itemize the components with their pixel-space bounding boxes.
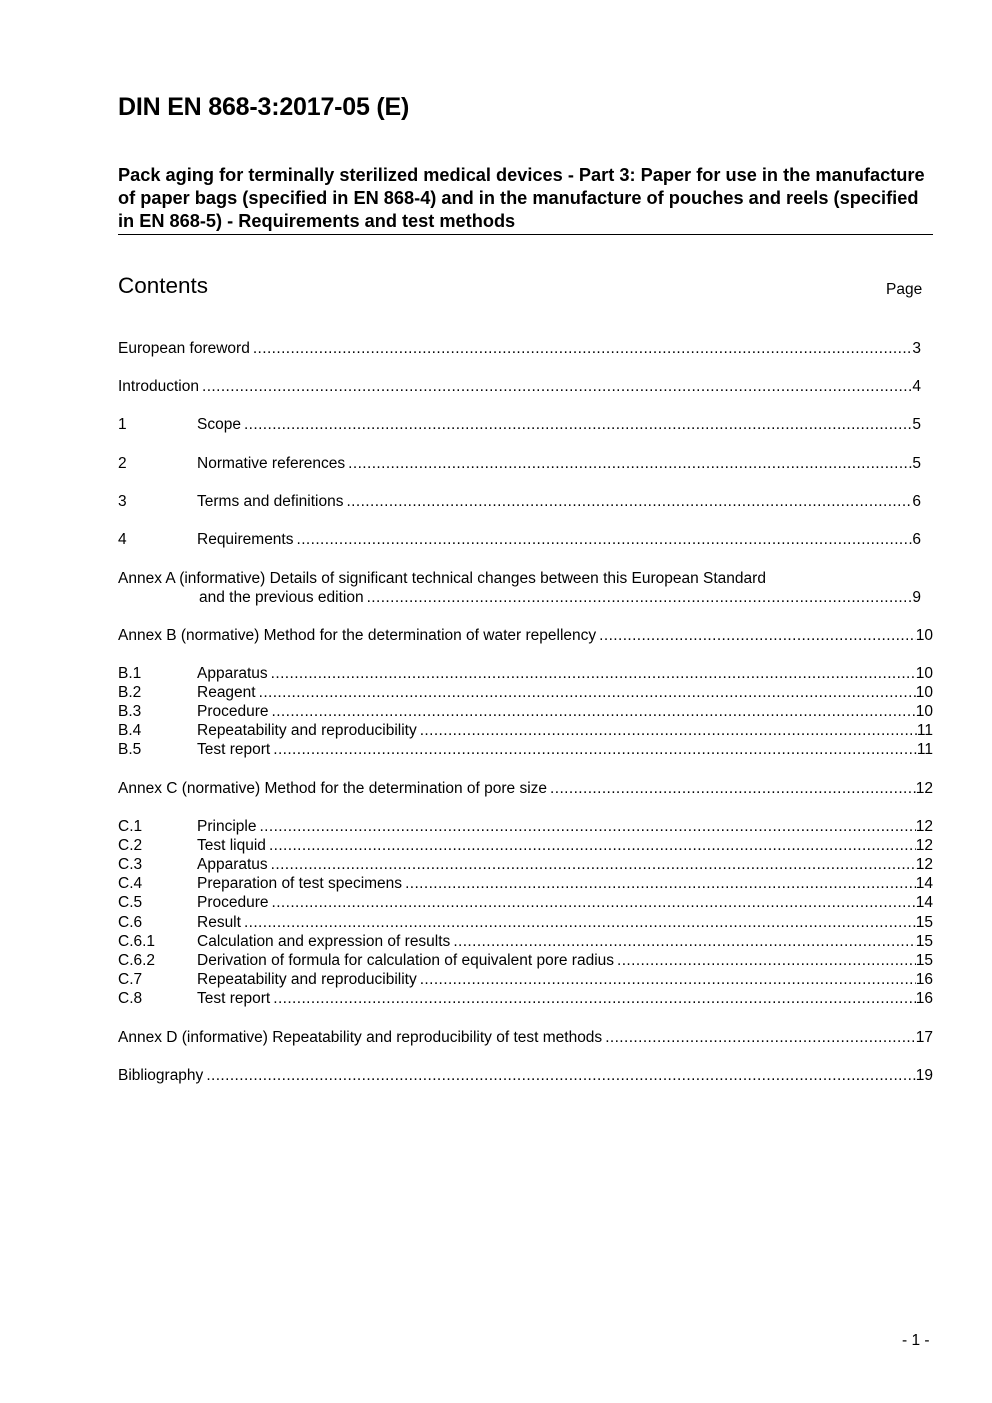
toc-entry-page: 14 — [915, 875, 933, 892]
toc-entry-title: Requirements — [197, 531, 294, 548]
toc-entry-number: C.6.1 — [118, 933, 156, 950]
toc-entry-title: European foreword — [118, 340, 250, 357]
toc-entry-number: 3 — [118, 493, 127, 510]
toc-entry-c7[interactable] — [118, 970, 933, 989]
toc-entry-c5[interactable] — [118, 893, 933, 912]
toc-entry-title: Reagent — [197, 684, 256, 701]
toc-entry-title: Annex A (informative) Details of significant technical changes between this European Standard — [118, 570, 766, 587]
toc-entry-number: C.6 — [118, 914, 143, 931]
dot-leader — [550, 779, 916, 798]
toc-entry-c6[interactable] — [118, 913, 933, 932]
toc-entry-number: C.6.2 — [118, 952, 156, 969]
toc-entry-page: 10 — [915, 703, 933, 720]
toc-entry-title: Introduction — [118, 378, 199, 395]
toc-entry-page: 15 — [915, 952, 933, 969]
toc-entry-page: 15 — [915, 914, 933, 931]
dot-leader — [244, 415, 912, 434]
toc-entry-annex-c[interactable] — [118, 779, 933, 798]
toc-entry-title: Test report — [197, 741, 271, 758]
dot-leader — [297, 530, 913, 549]
toc-entry-normative-references[interactable] — [118, 454, 921, 473]
toc-entry-c6-1[interactable] — [118, 932, 933, 951]
dot-leader — [206, 1066, 915, 1085]
toc-entry-number: 1 — [118, 416, 127, 433]
dot-leader — [617, 951, 916, 970]
dot-leader — [599, 626, 916, 645]
toc-entry-b2[interactable] — [118, 683, 933, 702]
dot-leader — [420, 970, 916, 989]
toc-entry-annex-d[interactable] — [118, 1028, 933, 1047]
toc-entry-annex-a[interactable] — [118, 569, 921, 588]
toc-entry-title: Result — [197, 914, 241, 931]
dot-leader — [348, 454, 912, 473]
toc-entry-european-foreword[interactable] — [118, 339, 921, 358]
dot-leader — [244, 913, 916, 932]
toc-entry-number: C.3 — [118, 856, 143, 873]
toc-entry-number: B.2 — [118, 684, 142, 701]
toc-entry-b5[interactable] — [118, 740, 933, 759]
dot-leader — [271, 855, 916, 874]
dot-leader — [259, 683, 916, 702]
toc-entry-number: C.5 — [118, 894, 143, 911]
toc-entry-requirements[interactable] — [118, 530, 921, 549]
toc-entry-number: B.4 — [118, 722, 142, 739]
toc-entry-c3[interactable] — [118, 855, 933, 874]
toc-entry-c8[interactable] — [118, 989, 933, 1008]
toc-entry-introduction[interactable] — [118, 377, 921, 396]
toc-entry-page: 10 — [915, 684, 933, 701]
dot-leader — [420, 721, 917, 740]
toc-entry-title: Principle — [197, 818, 257, 835]
dot-leader — [453, 932, 915, 951]
toc-entry-title: Test liquid — [197, 837, 266, 854]
toc-entry-title: Preparation of test specimens — [197, 875, 403, 892]
dot-leader — [346, 492, 912, 511]
toc-entry-title: Repeatability and reproducibility — [197, 722, 417, 739]
dot-leader — [272, 702, 916, 721]
toc-entry-page: 12 — [915, 837, 933, 854]
toc-entry-title: Procedure — [197, 703, 269, 720]
toc-entry-title: Terms and definitions — [197, 493, 344, 510]
toc-entry-page: 6 — [912, 493, 921, 510]
toc-entry-scope[interactable] — [118, 415, 921, 434]
dot-leader — [367, 588, 913, 607]
toc-entry-page: 12 — [915, 856, 933, 873]
toc-entry-page: 19 — [915, 1067, 933, 1084]
toc-entry-b3[interactable] — [118, 702, 933, 721]
toc-entry-terms-and-definitions[interactable] — [118, 492, 921, 511]
toc-entry-page: 3 — [912, 340, 921, 357]
toc-entry-number: B.1 — [118, 665, 142, 682]
dot-leader — [272, 893, 916, 912]
toc-entry-number: C.1 — [118, 818, 143, 835]
toc-entry-title: Apparatus — [197, 665, 268, 682]
toc-entry-number: C.7 — [118, 971, 143, 988]
toc-entry-number: C.2 — [118, 837, 143, 854]
toc-entry-title: Annex C (normative) Method for the determination of pore size — [118, 780, 548, 797]
toc-entry-title: Repeatability and reproducibility — [197, 971, 417, 988]
toc-entry-page: 11 — [916, 722, 933, 739]
toc-entry-title: Test report — [197, 990, 271, 1007]
toc-entry-annex-a-continuation[interactable] — [118, 588, 921, 607]
toc-entry-page: 14 — [915, 894, 933, 911]
toc-entry-title: Bibliography — [118, 1067, 204, 1084]
toc-entry-title: Annex B (normative) Method for the determination of water repellency — [118, 627, 597, 644]
toc-entry-number: B.5 — [118, 741, 142, 758]
document-title: Pack aging for terminally sterilized medical devices - Part 3: Paper for use in the manufacture of paper bags (specified in EN 868-4) and in the manufacture of pouches and reels (specified in EN 868-5) - Requirements and test methods — [118, 164, 933, 235]
dot-leader — [273, 740, 917, 759]
toc-entry-page: 12 — [915, 818, 933, 835]
toc-entry-page: 5 — [912, 455, 921, 472]
toc-entry-page: 9 — [912, 589, 921, 606]
dot-leader — [202, 377, 912, 396]
toc-entry-page: 5 — [912, 416, 921, 433]
footer-page-number: - 1 - — [902, 1332, 930, 1349]
toc-entry-number: C.8 — [118, 990, 143, 1007]
toc-entry-title: Procedure — [197, 894, 269, 911]
toc-entry-title: Scope — [197, 416, 241, 433]
toc-entry-page: 6 — [912, 531, 921, 548]
toc-entry-page: 15 — [915, 933, 933, 950]
toc-entry-number: C.4 — [118, 875, 143, 892]
toc-entry-title-continuation: and the previous edition — [199, 589, 364, 606]
document-id: DIN EN 868-3:2017-05 (E) — [118, 93, 410, 121]
toc-entry-b1[interactable] — [118, 664, 933, 683]
toc-entry-title: Apparatus — [197, 856, 268, 873]
toc-entry-number: B.3 — [118, 703, 142, 720]
toc-entry-title: Normative references — [197, 455, 346, 472]
toc-entry-c4[interactable] — [118, 874, 933, 893]
toc-entry-title: Derivation of formula for calculation of equivalent pore radius — [197, 952, 615, 969]
toc-entry-title: Calculation and expression of results — [197, 933, 451, 950]
toc-entry-c6-2[interactable] — [118, 951, 933, 970]
toc-entry-bibliography[interactable] — [118, 1066, 933, 1085]
dot-leader — [269, 836, 916, 855]
dot-leader — [605, 1028, 916, 1047]
toc-entry-page: 17 — [915, 1029, 933, 1046]
toc-entry-page: 16 — [915, 990, 933, 1007]
toc-entry-page: 11 — [916, 741, 933, 758]
dot-leader — [259, 817, 915, 836]
toc-entry-c2[interactable] — [118, 836, 933, 855]
toc-entry-c1[interactable] — [118, 817, 933, 836]
dot-leader — [273, 989, 916, 1008]
dot-leader — [405, 874, 916, 893]
toc-entry-title: Annex D (informative) Repeatability and reproducibility of test methods — [118, 1029, 603, 1046]
toc-entry-page: 12 — [915, 780, 933, 797]
toc-entry-page: 16 — [915, 971, 933, 988]
toc-entry-number: 4 — [118, 531, 127, 548]
toc-entry-page: 10 — [915, 627, 933, 644]
dot-leader — [271, 664, 916, 683]
dot-leader — [253, 339, 913, 358]
toc-entry-number: 2 — [118, 455, 127, 472]
page-column-heading: Page — [886, 281, 923, 298]
toc-entry-b4[interactable] — [118, 721, 933, 740]
toc-entry-page: 4 — [912, 378, 921, 395]
toc-entry-annex-b[interactable] — [118, 626, 933, 645]
toc-entry-page: 10 — [915, 665, 933, 682]
contents-heading: Contents — [118, 273, 209, 298]
